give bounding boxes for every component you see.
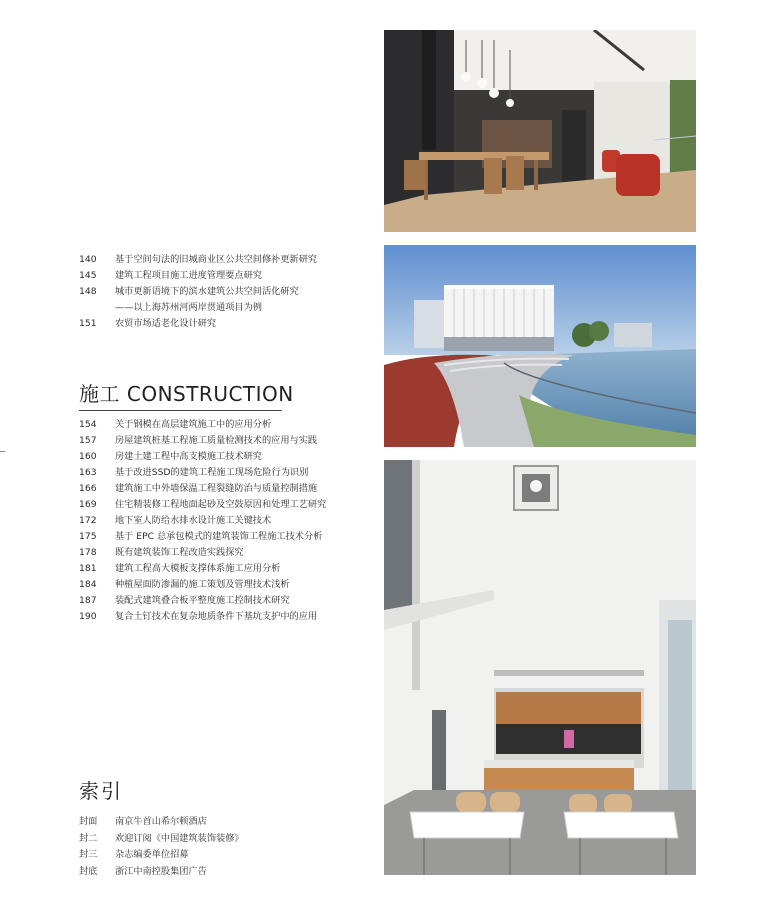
toc-title: 装配式建筑叠合板平整度施工控制技术研究 (115, 595, 290, 606)
section-heading-construction: 施工 CONSTRUCTION (79, 380, 282, 411)
toc-title: 房屋建筑桩基工程施工质量检测技术的应用与实践 (115, 435, 318, 446)
index-title: 杂志编委单位招募 (115, 849, 189, 860)
index-item[interactable] (79, 831, 244, 848)
toc-item[interactable] (79, 577, 326, 593)
toc-title: 基于 EPC 总承包模式的建筑装饰工程施工技术分析 (115, 531, 323, 542)
margin-tick (0, 451, 5, 452)
toc-title: 基于改进SSD的建筑工程施工现场危险行为识别 (115, 467, 309, 478)
toc-item[interactable] (79, 268, 317, 284)
toc-title: 地下室人防给水排水设计施工关键技术 (115, 515, 272, 526)
section-heading-index: 索引 (79, 779, 123, 803)
toc-item[interactable] (79, 609, 326, 625)
research-list (79, 252, 317, 332)
toc-item[interactable] (79, 433, 326, 449)
toc-page-number: 163 (79, 467, 97, 478)
toc-page-number: 175 (79, 531, 97, 542)
index-item[interactable] (79, 847, 244, 864)
toc-page-number: 166 (79, 483, 97, 494)
toc-item[interactable] (79, 545, 326, 561)
toc-page-number: 145 (79, 270, 97, 281)
index-page-label: 封三 (79, 849, 98, 860)
toc-title: 城市更新语境下的滨水建筑公共空间活化研究 (115, 286, 299, 297)
toc-page-number: 154 (79, 419, 97, 430)
toc-page-number: 181 (79, 563, 97, 574)
toc-item[interactable] (79, 465, 326, 481)
toc-page-number: 187 (79, 595, 97, 606)
toc-page-number: 184 (79, 579, 97, 590)
toc-item[interactable] (79, 497, 326, 513)
toc-item[interactable] (79, 529, 326, 545)
toc-item[interactable] (79, 316, 317, 332)
index-item[interactable] (79, 814, 244, 831)
photo-white-kitchen-interior (384, 460, 696, 875)
toc-title: 建筑工程项目施工进度管理要点研究 (115, 270, 262, 281)
toc-item[interactable] (79, 481, 326, 497)
toc-item[interactable] (79, 284, 317, 300)
toc-title: 复合土钉技术在复杂地质条件下基坑支护中的应用 (115, 611, 318, 622)
index-item[interactable] (79, 864, 244, 881)
toc-page-number: 157 (79, 435, 97, 446)
toc-title: 住宅精装修工程地面起砂及空鼓原因和处理工艺研究 (115, 499, 327, 510)
index-title: 南京牛首山希尔顿酒店 (115, 816, 207, 827)
toc-title: 农贸市场适老化设计研究 (115, 318, 217, 329)
photo-dining-interior (384, 30, 696, 232)
toc-page-number: 160 (79, 451, 97, 462)
toc-page-number: 151 (79, 318, 97, 329)
toc-subtitle-row (79, 300, 317, 316)
toc-page-number: 140 (79, 254, 97, 265)
construction-list (79, 417, 326, 625)
toc-item[interactable] (79, 593, 326, 609)
toc-title: 建筑工程高大模板支撑体系施工应用分析 (115, 563, 281, 574)
index-title: 欢迎订阅《中国建筑装饰装修》 (115, 832, 244, 844)
index-list (79, 814, 244, 880)
toc-item[interactable] (79, 252, 317, 268)
index-title: 浙江中南控股集团广告 (115, 865, 207, 877)
toc-page-number: 190 (79, 611, 97, 622)
toc-title: 既有建筑装饰工程改造实践探究 (115, 547, 244, 558)
toc-page-number: 178 (79, 547, 97, 558)
toc-title: 种植屋面防渗漏的施工策划及管理技术浅析 (115, 579, 290, 590)
toc-page-number: 148 (79, 286, 97, 297)
toc-item[interactable] (79, 417, 326, 433)
toc-title: 关于钢模在高层建筑施工中的应用分析 (115, 419, 272, 430)
toc-title: 建筑施工中外墙保温工程裂缝防治与质量控制措施 (115, 483, 318, 494)
index-page-label: 封二 (79, 832, 98, 844)
toc-item[interactable] (79, 513, 326, 529)
toc-title: 基于空间句法的旧城商业区公共空间修补更新研究 (115, 254, 318, 265)
toc-subtitle: ——以上海苏州河两岸贯通项目为例 (115, 302, 262, 313)
toc-page-number: 169 (79, 499, 97, 510)
toc-page-number: 172 (79, 515, 97, 526)
toc-item[interactable] (79, 449, 326, 465)
photo-waterfront-building (384, 245, 696, 447)
toc-item[interactable] (79, 561, 326, 577)
index-page-label: 封底 (79, 865, 98, 877)
toc-title: 房建土建工程中高支模施工技术研究 (115, 451, 262, 462)
index-page-label: 封面 (79, 816, 98, 827)
